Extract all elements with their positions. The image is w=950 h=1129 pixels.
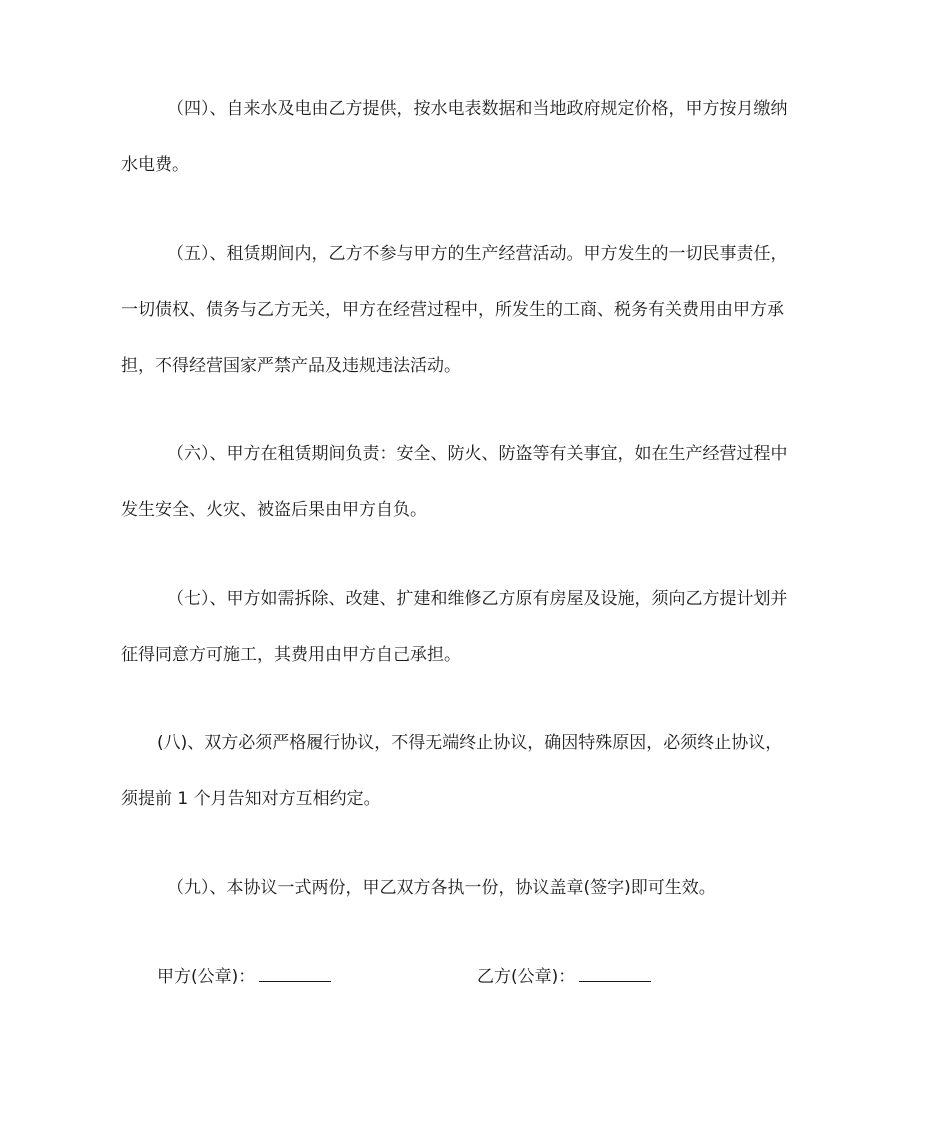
clause-7 [121, 571, 831, 683]
clause-6 [121, 426, 831, 538]
clause-line: 征得同意方可施工，其费用由甲方自己承担。 [121, 645, 461, 665]
party-a-label: 甲方(公章)： [157, 967, 256, 987]
party-a-signature [157, 952, 331, 1002]
clause-9 [121, 860, 831, 916]
clause-line: （九）、本协议一式两份，甲乙双方各执一份，协议盖章(签字)即可生效。 [167, 878, 716, 898]
party-b-signature-line[interactable] [579, 963, 651, 982]
clause-8 [121, 715, 831, 827]
clause-5 [121, 226, 831, 394]
clause-line: 水电费。 [121, 155, 189, 175]
clause-4 [121, 81, 831, 193]
clause-line: （五）、租赁期间内，乙方不参与甲方的生产经营活动。甲方发生的一切民事责任， [167, 244, 788, 264]
clause-line: （六）、甲方在租赁期间负责：安全、防火、防盗等有关事宜，如在生产经营过程中 [167, 444, 788, 464]
clause-line: 担，不得经营国家严禁产品及违规违法活动。 [121, 356, 461, 376]
clause-line: 发生安全、火灾、被盗后果由甲方自负。 [121, 500, 427, 520]
clause-line: （四）、自来水及电由乙方提供，按水电表数据和当地政府规定价格，甲方按月缴纳 [167, 99, 788, 119]
clause-line: （七）、甲方如需拆除、改建、扩建和维修乙方原有房屋及设施，须向乙方提计划并 [167, 589, 788, 609]
clause-line: 一切债权、债务与乙方无关，甲方在经营过程中，所发生的工商、税务有关费用由甲方承 [121, 300, 784, 320]
party-b-label: 乙方(公章)： [477, 967, 576, 987]
clause-line: (八)、双方必须严格履行协议，不得无端终止协议，确因特殊原因，必须终止协议， [157, 733, 783, 753]
clause-line: 须提前 1 个月告知对方互相约定。 [121, 789, 381, 809]
party-b-signature [477, 952, 651, 1002]
party-a-signature-line[interactable] [259, 963, 331, 982]
